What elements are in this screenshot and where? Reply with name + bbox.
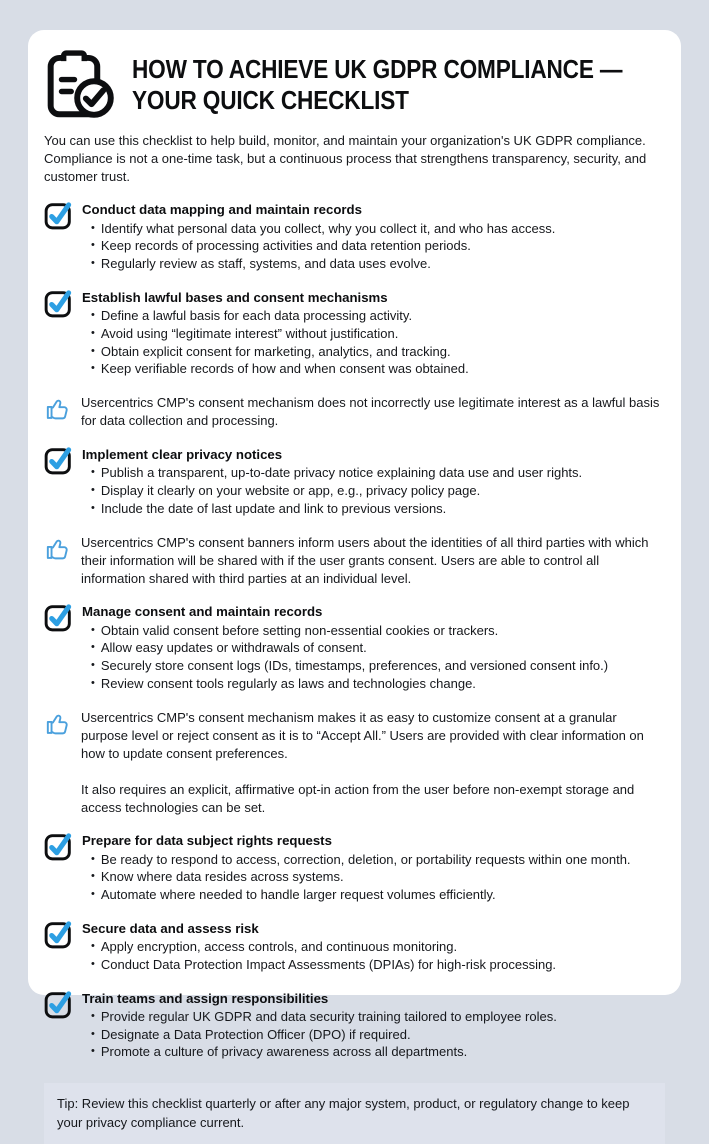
vendor-note	[44, 534, 665, 588]
bullet-list	[82, 464, 665, 517]
bullet-list	[82, 220, 665, 273]
bullet-text: Promote a culture of privacy awareness across all departments.	[100, 1044, 468, 1060]
bullet-dot: •	[91, 888, 95, 901]
bullet-item	[91, 886, 665, 904]
checklist-item	[44, 200, 665, 273]
bullet-text: Avoid using “legitimate interest” without justification.	[100, 325, 399, 341]
checklist-item	[44, 288, 665, 378]
note-paragraphs	[81, 709, 665, 817]
checked-checkbox-icon	[44, 920, 73, 949]
vendor-note	[44, 394, 665, 430]
page-title-line2: YOUR QUICK CHECKLIST	[132, 85, 409, 115]
bullet-item	[91, 1043, 665, 1061]
bullet-text: Know where data resides across systems.	[100, 869, 344, 885]
bullet-dot: •	[91, 1045, 95, 1058]
bullet-item	[91, 639, 665, 657]
bullet-dot: •	[91, 957, 95, 970]
bullet-dot: •	[91, 344, 95, 357]
bullet-item	[91, 622, 665, 640]
bullet-text: Be ready to respond to access, correction, deletion, or portability requests within one month.	[100, 851, 631, 867]
intro-paragraph: You can use this checklist to help build, monitor, and maintain your organization's UK GDPR compliance. Compliance is not a one-time task, but a continuous process that strengthens transparency, security, and customer trust.	[44, 133, 647, 184]
item-title: Manage consent and maintain records	[82, 604, 323, 620]
bullet-item	[91, 657, 665, 675]
checklist	[44, 200, 665, 1061]
bullet-dot: •	[91, 484, 95, 497]
bullet-dot: •	[91, 309, 95, 322]
bullet-text: Define a lawful basis for each data processing activity.	[100, 308, 413, 324]
bullet-item	[91, 360, 665, 378]
bullet-item	[91, 675, 665, 693]
bullet-item	[91, 255, 665, 273]
bullet-dot: •	[91, 677, 95, 689]
tip-box: Tip: Review this checklist quarterly or after any major system, product, or regulatory change to keep your privacy compliance current.	[44, 1083, 665, 1144]
header	[44, 46, 665, 124]
note-paragraph: Usercentrics CMP's consent banners inform users about the identities of all third parties with which their information will be shared with if the user grants consent. Users are able to control all information shared with third parties at an individual level.	[81, 534, 649, 586]
bullet-item	[91, 220, 665, 238]
bullet-list	[82, 307, 665, 378]
bullet-item	[91, 868, 665, 886]
item-body	[82, 288, 665, 378]
bullet-dot: •	[91, 641, 95, 654]
bullet-list	[82, 851, 665, 904]
bullet-text: Provide regular UK GDPR and data security training tailored to employee roles.	[100, 1008, 557, 1024]
bullet-text: Regularly review as staff, systems, and data uses evolve.	[100, 256, 431, 272]
checklist-item	[44, 831, 665, 904]
bullet-item	[91, 956, 665, 974]
bullet-text: Apply encryption, access controls, and continuous monitoring.	[100, 939, 458, 955]
note-paragraph: It also requires an explicit, affirmative opt-in action from the user before non-exempt storage and access technologies can be set.	[81, 781, 635, 815]
bullet-dot: •	[91, 852, 95, 865]
bullet-text: Review consent tools regularly as laws and technologies change.	[100, 676, 476, 691]
bullet-dot: •	[91, 659, 95, 672]
note-paragraph: Usercentrics CMP's consent mechanism does not incorrectly use legitimate interest as a lawful basis for data collection and processing.	[81, 395, 660, 429]
bullet-dot: •	[91, 239, 95, 252]
item-title: Train teams and assign responsibilities	[82, 990, 329, 1006]
bullet-list	[82, 1008, 665, 1061]
checked-checkbox-icon	[44, 446, 73, 475]
bullet-item	[91, 482, 665, 500]
bullet-item	[91, 1026, 665, 1044]
bullet-text: Securely store consent logs (IDs, timestamps, preferences, and versioned consent info.)	[100, 658, 609, 674]
note-paragraph: Usercentrics CMP's consent mechanism makes it as easy to customize consent at a granular purpose level or reject consent as it is to “Accept All.” Users are provided with clear information on how to update consent preferences.	[81, 709, 644, 761]
bullet-item	[91, 307, 665, 325]
bullet-text: Allow easy updates or withdrawals of consent.	[100, 640, 367, 656]
bullet-dot: •	[91, 623, 95, 636]
checked-checkbox-icon	[44, 832, 73, 861]
bullet-text: Obtain explicit consent for marketing, analytics, and tracking.	[100, 343, 451, 359]
bullet-item	[91, 325, 665, 343]
item-title: Secure data and assess risk	[82, 921, 259, 937]
checked-checkbox-icon	[44, 990, 73, 1019]
clipboard-check-icon	[44, 46, 118, 124]
bullet-text: Keep verifiable records of how and when consent was obtained.	[100, 361, 469, 377]
bullet-text: Conduct Data Protection Impact Assessments (DPIAs) for high-risk processing.	[100, 956, 557, 972]
bullet-dot: •	[91, 870, 95, 883]
bullet-text: Publish a transparent, up-to-date privacy notice explaining data use and user rights.	[100, 465, 583, 481]
checklist-item	[44, 445, 665, 518]
item-body	[82, 989, 665, 1062]
bullet-list	[82, 622, 665, 693]
item-title: Implement clear privacy notices	[82, 447, 283, 463]
thumbs-up-icon	[44, 535, 71, 562]
bullet-text: Designate a Data Protection Officer (DPO) if required.	[100, 1026, 411, 1042]
thumbs-up-icon	[44, 395, 71, 422]
bullet-dot: •	[91, 362, 95, 375]
bullet-item	[91, 343, 665, 361]
bullet-item	[91, 500, 665, 518]
page-title	[132, 54, 622, 116]
bullet-text: Display it clearly on your website or app, e.g., privacy policy page.	[100, 483, 481, 499]
checklist-item	[44, 919, 665, 974]
bullet-dot: •	[91, 1009, 95, 1022]
item-title: Establish lawful bases and consent mechanisms	[82, 289, 388, 305]
item-title: Conduct data mapping and maintain records	[82, 202, 362, 218]
checked-checkbox-icon	[44, 201, 73, 230]
bullet-item	[91, 938, 665, 956]
bullet-dot: •	[91, 466, 95, 479]
checked-checkbox-icon	[44, 289, 73, 318]
item-body	[82, 919, 665, 974]
note-paragraphs	[81, 534, 665, 588]
bullet-item	[91, 851, 665, 869]
bullet-dot: •	[91, 221, 95, 234]
checked-checkbox-icon	[44, 603, 73, 632]
bullet-dot: •	[91, 501, 95, 514]
bullet-dot: •	[91, 1027, 95, 1040]
bullet-text: Include the date of last update and link to previous versions.	[100, 500, 447, 516]
bullet-dot: •	[91, 940, 95, 953]
bullet-text: Automate where needed to handle larger request volumes efficiently.	[100, 887, 496, 903]
bullet-dot: •	[91, 326, 95, 339]
item-title: Prepare for data subject rights requests	[82, 833, 332, 849]
item-body	[82, 445, 665, 518]
vendor-note	[44, 709, 665, 817]
bullet-list	[82, 938, 665, 974]
page-title-line1: HOW TO ACHIEVE UK GDPR COMPLIANCE —	[132, 53, 623, 84]
bullet-item	[91, 464, 665, 482]
checklist-card	[28, 30, 681, 1130]
bullet-text: Obtain valid consent before setting non-essential cookies or trackers.	[100, 622, 499, 638]
item-body	[82, 200, 665, 273]
bullet-item	[91, 1008, 665, 1026]
item-body	[82, 602, 665, 692]
checklist-item	[44, 989, 665, 1062]
bullet-dot: •	[91, 257, 95, 270]
bullet-text: Identify what personal data you collect, why you collect it, and who has access.	[100, 220, 556, 236]
checklist-item	[44, 602, 665, 692]
item-body	[82, 831, 665, 904]
note-paragraphs	[81, 394, 665, 430]
bullet-item	[91, 237, 665, 255]
bullet-text: Keep records of processing activities and data retention periods.	[100, 238, 471, 254]
thumbs-up-icon	[44, 710, 71, 737]
